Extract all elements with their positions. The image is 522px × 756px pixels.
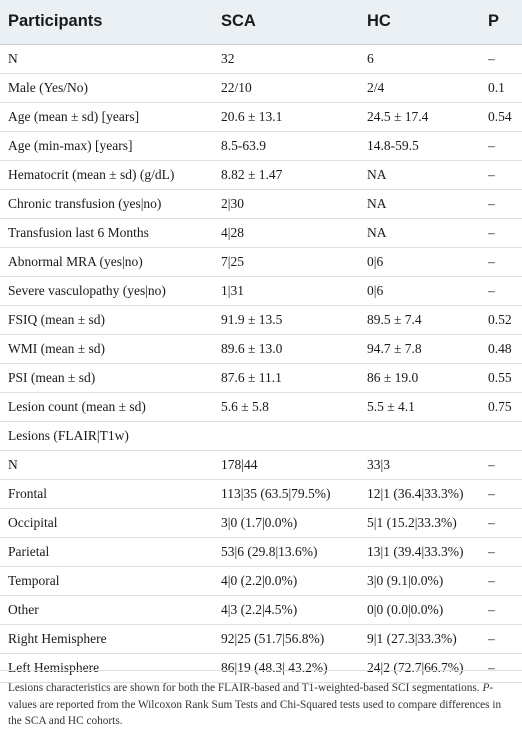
row-label: Hematocrit (mean ± sd) (g/dL) bbox=[8, 166, 175, 182]
p-value: 0.54 bbox=[488, 108, 512, 124]
p-value: 0.75 bbox=[488, 398, 512, 414]
table-row bbox=[0, 421, 522, 450]
p-value: – bbox=[488, 224, 495, 240]
table-row bbox=[0, 73, 522, 102]
hc-value: 13|1 (39.4|33.3%) bbox=[367, 543, 464, 559]
row-label: Chronic transfusion (yes|no) bbox=[8, 195, 162, 211]
row-label: Age (min-max) [years] bbox=[8, 137, 133, 153]
hc-value: 9|1 (27.3|33.3%) bbox=[367, 630, 457, 646]
sca-value: 5.6 ± 5.8 bbox=[221, 398, 269, 414]
hc-value: 0|6 bbox=[367, 253, 384, 269]
footnote-text-2: -values are reported from the Wilcoxon Rank Sum Tests and Chi-Squared tests used to compare differences in the SCA and HC cohorts. bbox=[8, 682, 502, 727]
hc-value: NA bbox=[367, 195, 387, 211]
p-value: – bbox=[488, 166, 495, 182]
sca-value: 22/10 bbox=[221, 79, 252, 95]
row-label: FSIQ (mean ± sd) bbox=[8, 311, 106, 327]
table-row bbox=[0, 537, 522, 566]
table-row bbox=[0, 160, 522, 189]
p-value: – bbox=[488, 630, 495, 646]
row-label: N bbox=[8, 50, 18, 66]
footnote-p-italic: P bbox=[482, 682, 490, 694]
row-label: Left Hemisphere bbox=[8, 659, 100, 675]
header-hc: HC bbox=[366, 0, 488, 44]
hc-value: 0|0 (0.0|0.0%) bbox=[367, 601, 444, 617]
table-row bbox=[0, 624, 522, 653]
sca-value: 3|0 (1.7|0.0%) bbox=[221, 514, 298, 530]
row-label: PSI (mean ± sd) bbox=[8, 369, 96, 385]
p-value: 0.1 bbox=[488, 79, 505, 95]
hc-value: 86 ± 19.0 bbox=[367, 369, 419, 385]
table-header bbox=[0, 0, 522, 44]
sca-value: 7|25 bbox=[221, 253, 244, 269]
p-value: – bbox=[488, 195, 495, 211]
table-row bbox=[0, 653, 522, 682]
hc-value: 3|0 (9.1|0.0%) bbox=[367, 572, 444, 588]
hc-value: 0|6 bbox=[367, 282, 384, 298]
p-value: – bbox=[488, 601, 495, 617]
table-row bbox=[0, 131, 522, 160]
header-p: P bbox=[488, 0, 522, 44]
sca-value: 4|0 (2.2|0.0%) bbox=[221, 572, 298, 588]
table-row bbox=[0, 44, 522, 73]
table-row bbox=[0, 334, 522, 363]
sca-value: 32 bbox=[221, 50, 235, 66]
p-value: 0.48 bbox=[488, 340, 512, 356]
p-value: 0.55 bbox=[488, 369, 512, 385]
table-row bbox=[0, 247, 522, 276]
hc-value: 89.5 ± 7.4 bbox=[367, 311, 422, 327]
table-row bbox=[0, 305, 522, 334]
p-value: – bbox=[488, 282, 495, 298]
table-body bbox=[0, 44, 522, 682]
row-label: Other bbox=[8, 601, 39, 617]
p-value: – bbox=[488, 485, 495, 501]
hc-value: 6 bbox=[367, 50, 374, 66]
table-row bbox=[0, 392, 522, 421]
sca-value: 89.6 ± 13.0 bbox=[221, 340, 283, 356]
p-value bbox=[488, 421, 522, 450]
hc-value: 33|3 bbox=[367, 456, 390, 472]
sca-value: 2|30 bbox=[221, 195, 244, 211]
row-label: Occipital bbox=[8, 514, 58, 530]
header-participants: Participants bbox=[0, 0, 218, 44]
row-label: Age (mean ± sd) [years] bbox=[8, 108, 140, 124]
row-label: Severe vasculopathy (yes|no) bbox=[8, 282, 166, 298]
sca-value: 92|25 (51.7|56.8%) bbox=[221, 630, 325, 646]
row-label: Parietal bbox=[8, 543, 50, 559]
sca-value: 113|35 (63.5|79.5%) bbox=[221, 485, 331, 501]
table-row bbox=[0, 276, 522, 305]
sca-value bbox=[218, 421, 366, 450]
p-value: 0.52 bbox=[488, 311, 512, 327]
p-value: – bbox=[488, 572, 495, 588]
p-value: – bbox=[488, 514, 495, 530]
header-row bbox=[0, 0, 522, 44]
table-row bbox=[0, 363, 522, 392]
hc-value: 2/4 bbox=[367, 79, 385, 95]
table-row bbox=[0, 102, 522, 131]
p-value: – bbox=[488, 543, 495, 559]
sca-value: 8.82 ± 1.47 bbox=[221, 166, 283, 182]
table-row bbox=[0, 595, 522, 624]
sca-value: 86|19 (48.3| 43.2%) bbox=[221, 659, 328, 675]
sca-value: 8.5-63.9 bbox=[221, 137, 266, 153]
row-label: N bbox=[8, 456, 18, 472]
table-row bbox=[0, 508, 522, 537]
row-label: WMI (mean ± sd) bbox=[8, 340, 106, 356]
hc-value: 94.7 ± 7.8 bbox=[367, 340, 422, 356]
row-label: Right Hemisphere bbox=[8, 630, 107, 646]
row-label: Abnormal MRA (yes|no) bbox=[8, 253, 143, 269]
row-label: Male (Yes/No) bbox=[8, 79, 88, 95]
row-label: Transfusion last 6 Months bbox=[8, 224, 149, 240]
table-row bbox=[0, 189, 522, 218]
sca-value: 4|28 bbox=[221, 224, 244, 240]
table-footnote bbox=[8, 680, 514, 730]
footnote-divider bbox=[0, 670, 522, 671]
hc-value: NA bbox=[367, 166, 387, 182]
sca-value: 4|3 (2.2|4.5%) bbox=[221, 601, 298, 617]
table-row bbox=[0, 566, 522, 595]
row-label: Temporal bbox=[8, 572, 60, 588]
p-value: – bbox=[488, 253, 495, 269]
row-label: Frontal bbox=[8, 485, 47, 501]
hc-value: 5|1 (15.2|33.3%) bbox=[367, 514, 457, 530]
sca-value: 1|31 bbox=[221, 282, 244, 298]
sca-value: 87.6 ± 11.1 bbox=[221, 369, 282, 385]
p-value: – bbox=[488, 137, 495, 153]
sca-value: 91.9 ± 13.5 bbox=[221, 311, 283, 327]
header-sca: SCA bbox=[218, 0, 366, 44]
hc-value: 24|2 (72.7|66.7%) bbox=[367, 659, 464, 675]
hc-value: 14.8-59.5 bbox=[367, 137, 419, 153]
table-row bbox=[0, 479, 522, 508]
table-row bbox=[0, 450, 522, 479]
sca-value: 20.6 ± 13.1 bbox=[221, 108, 283, 124]
row-label: Lesion count (mean ± sd) bbox=[8, 398, 146, 414]
footnote-text-1: Lesions characteristics are shown for both the FLAIR-based and T1-weighted-based SCI segmentations. bbox=[8, 682, 483, 694]
p-value: – bbox=[488, 50, 495, 66]
p-value: – bbox=[488, 456, 495, 472]
table-row bbox=[0, 218, 522, 247]
sca-value: 53|6 (29.8|13.6%) bbox=[221, 543, 318, 559]
hc-value: 24.5 ± 17.4 bbox=[367, 108, 429, 124]
hc-value: 5.5 ± 4.1 bbox=[367, 398, 415, 414]
hc-value bbox=[366, 421, 488, 450]
hc-value: NA bbox=[367, 224, 387, 240]
p-value: – bbox=[488, 659, 495, 675]
row-label: Lesions (FLAIR|T1w) bbox=[8, 427, 129, 443]
sca-value: 178|44 bbox=[221, 456, 258, 472]
hc-value: 12|1 (36.4|33.3%) bbox=[367, 485, 464, 501]
